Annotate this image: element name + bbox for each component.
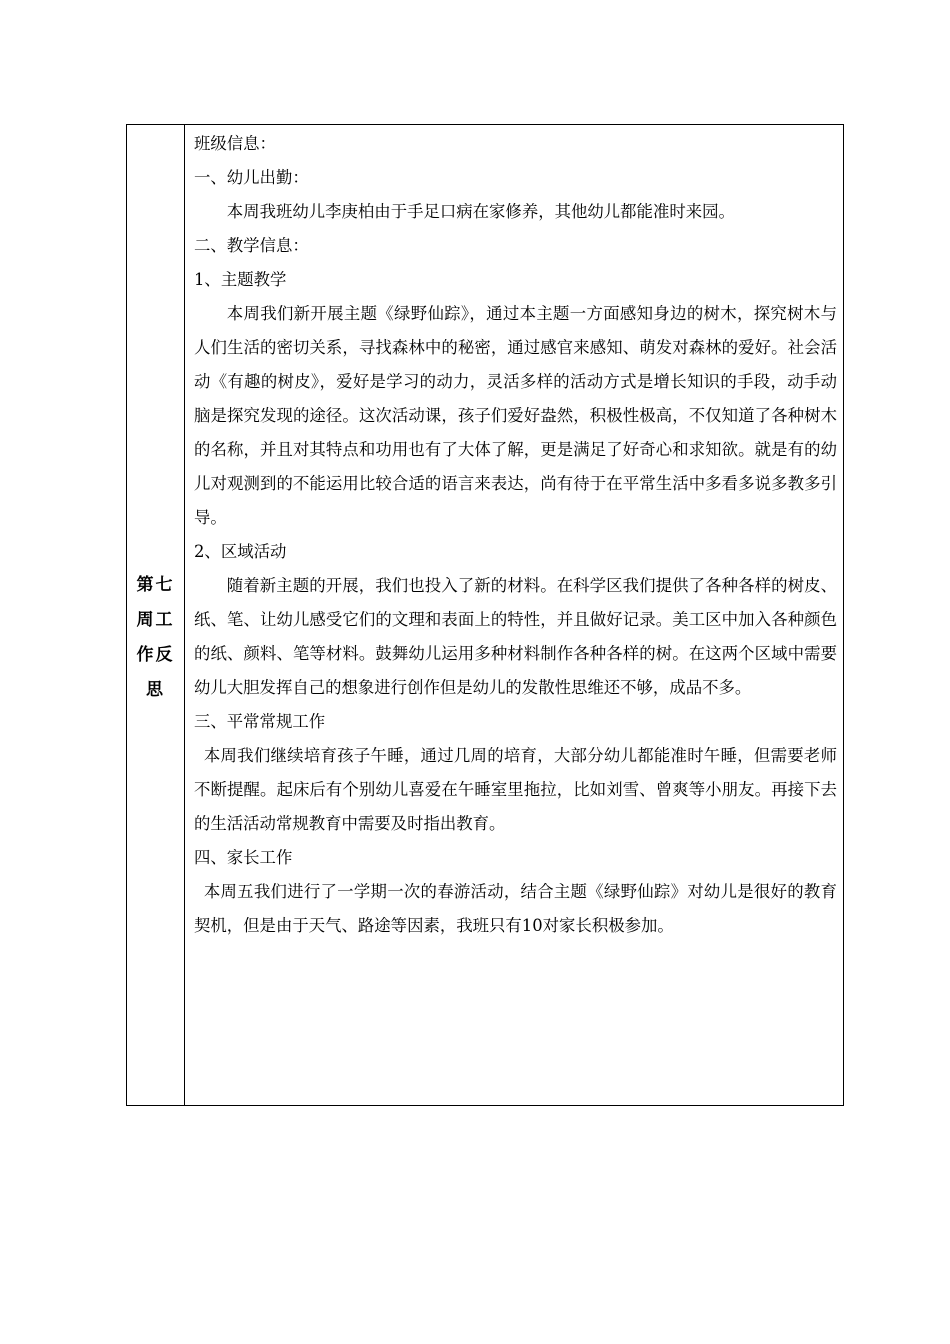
theme-teaching-paragraph: 本周我们新开展主题《绿野仙踪》，通过本主题一方面感知身边的树木，探究树木与人们生活的密切关系，寻找森林中的秘密，通过感官来感知、萌发对森林的爱好。社会活动《有趣的树皮》，爱好是学习的动力，灵活多样的活动方式是增长知识的手段，动手动脑是探究发现的途径。这次活动课，孩子们爱好盎然，积极性极高，不仅知道了各种树木的名称，并且对其特点和功用也有了大体了解，更是满足了好奇心和求知欲。就是有的幼儿对观测到的不能运用比较合适的语言来表达，尚有待于在平常生活中多看多说多教多引导。 (194, 304, 837, 527)
row-label: 第七周工作反思 (136, 575, 175, 700)
area-activity-heading: 2、区域活动 (194, 542, 287, 561)
parents-work-paragraph: 本周五我们进行了一学期一次的春游活动，结合主题《绿野仙踪》对幼儿是很好的教育契机，但是由于天气、路途等因素，我班只有10对家长积极参加。 (194, 882, 837, 935)
theme-teaching-heading: 1、主题教学 (194, 270, 287, 289)
routine-work-heading: 三、平常常规工作 (194, 712, 326, 731)
row-label-cell (127, 125, 185, 1105)
area-activity-paragraph: 随着新主题的开展，我们也投入了新的材料。在科学区我们提供了各种各样的树皮、纸、笔、让幼儿感受它们的文理和表面上的特性，并且做好记录。美工区中加入各种颜色的纸、颜料、笔等材料。鼓舞幼儿运用多种材料制作各种各样的树。在这两个区域中需要幼儿大胆发挥自己的想象进行创作但是幼儿的发散性思维还不够，成品不多。 (194, 576, 837, 697)
class-info-heading: 班级信息： (194, 134, 276, 153)
routine-work-paragraph: 本周我们继续培育孩子午睡，通过几周的培育，大部分幼儿都能准时午睡，但需要老师不断提醒。起床后有个别幼儿喜爱在午睡室里拖拉，比如刘雪、曾爽等小朋友。再接下去的生活活动常规教育中需要及时指出教育。 (194, 746, 837, 833)
attendance-heading: 一、幼儿出勤： (194, 168, 309, 187)
reflection-content-cell (185, 125, 843, 1105)
teaching-heading: 二、教学信息： (194, 236, 309, 255)
attendance-paragraph: 本周我班幼儿李庚柏由于手足口病在家修养，其他幼儿都能准时来园。 (226, 202, 735, 221)
weekly-reflection-table (126, 124, 844, 1106)
parents-work-heading: 四、家长工作 (194, 848, 293, 867)
